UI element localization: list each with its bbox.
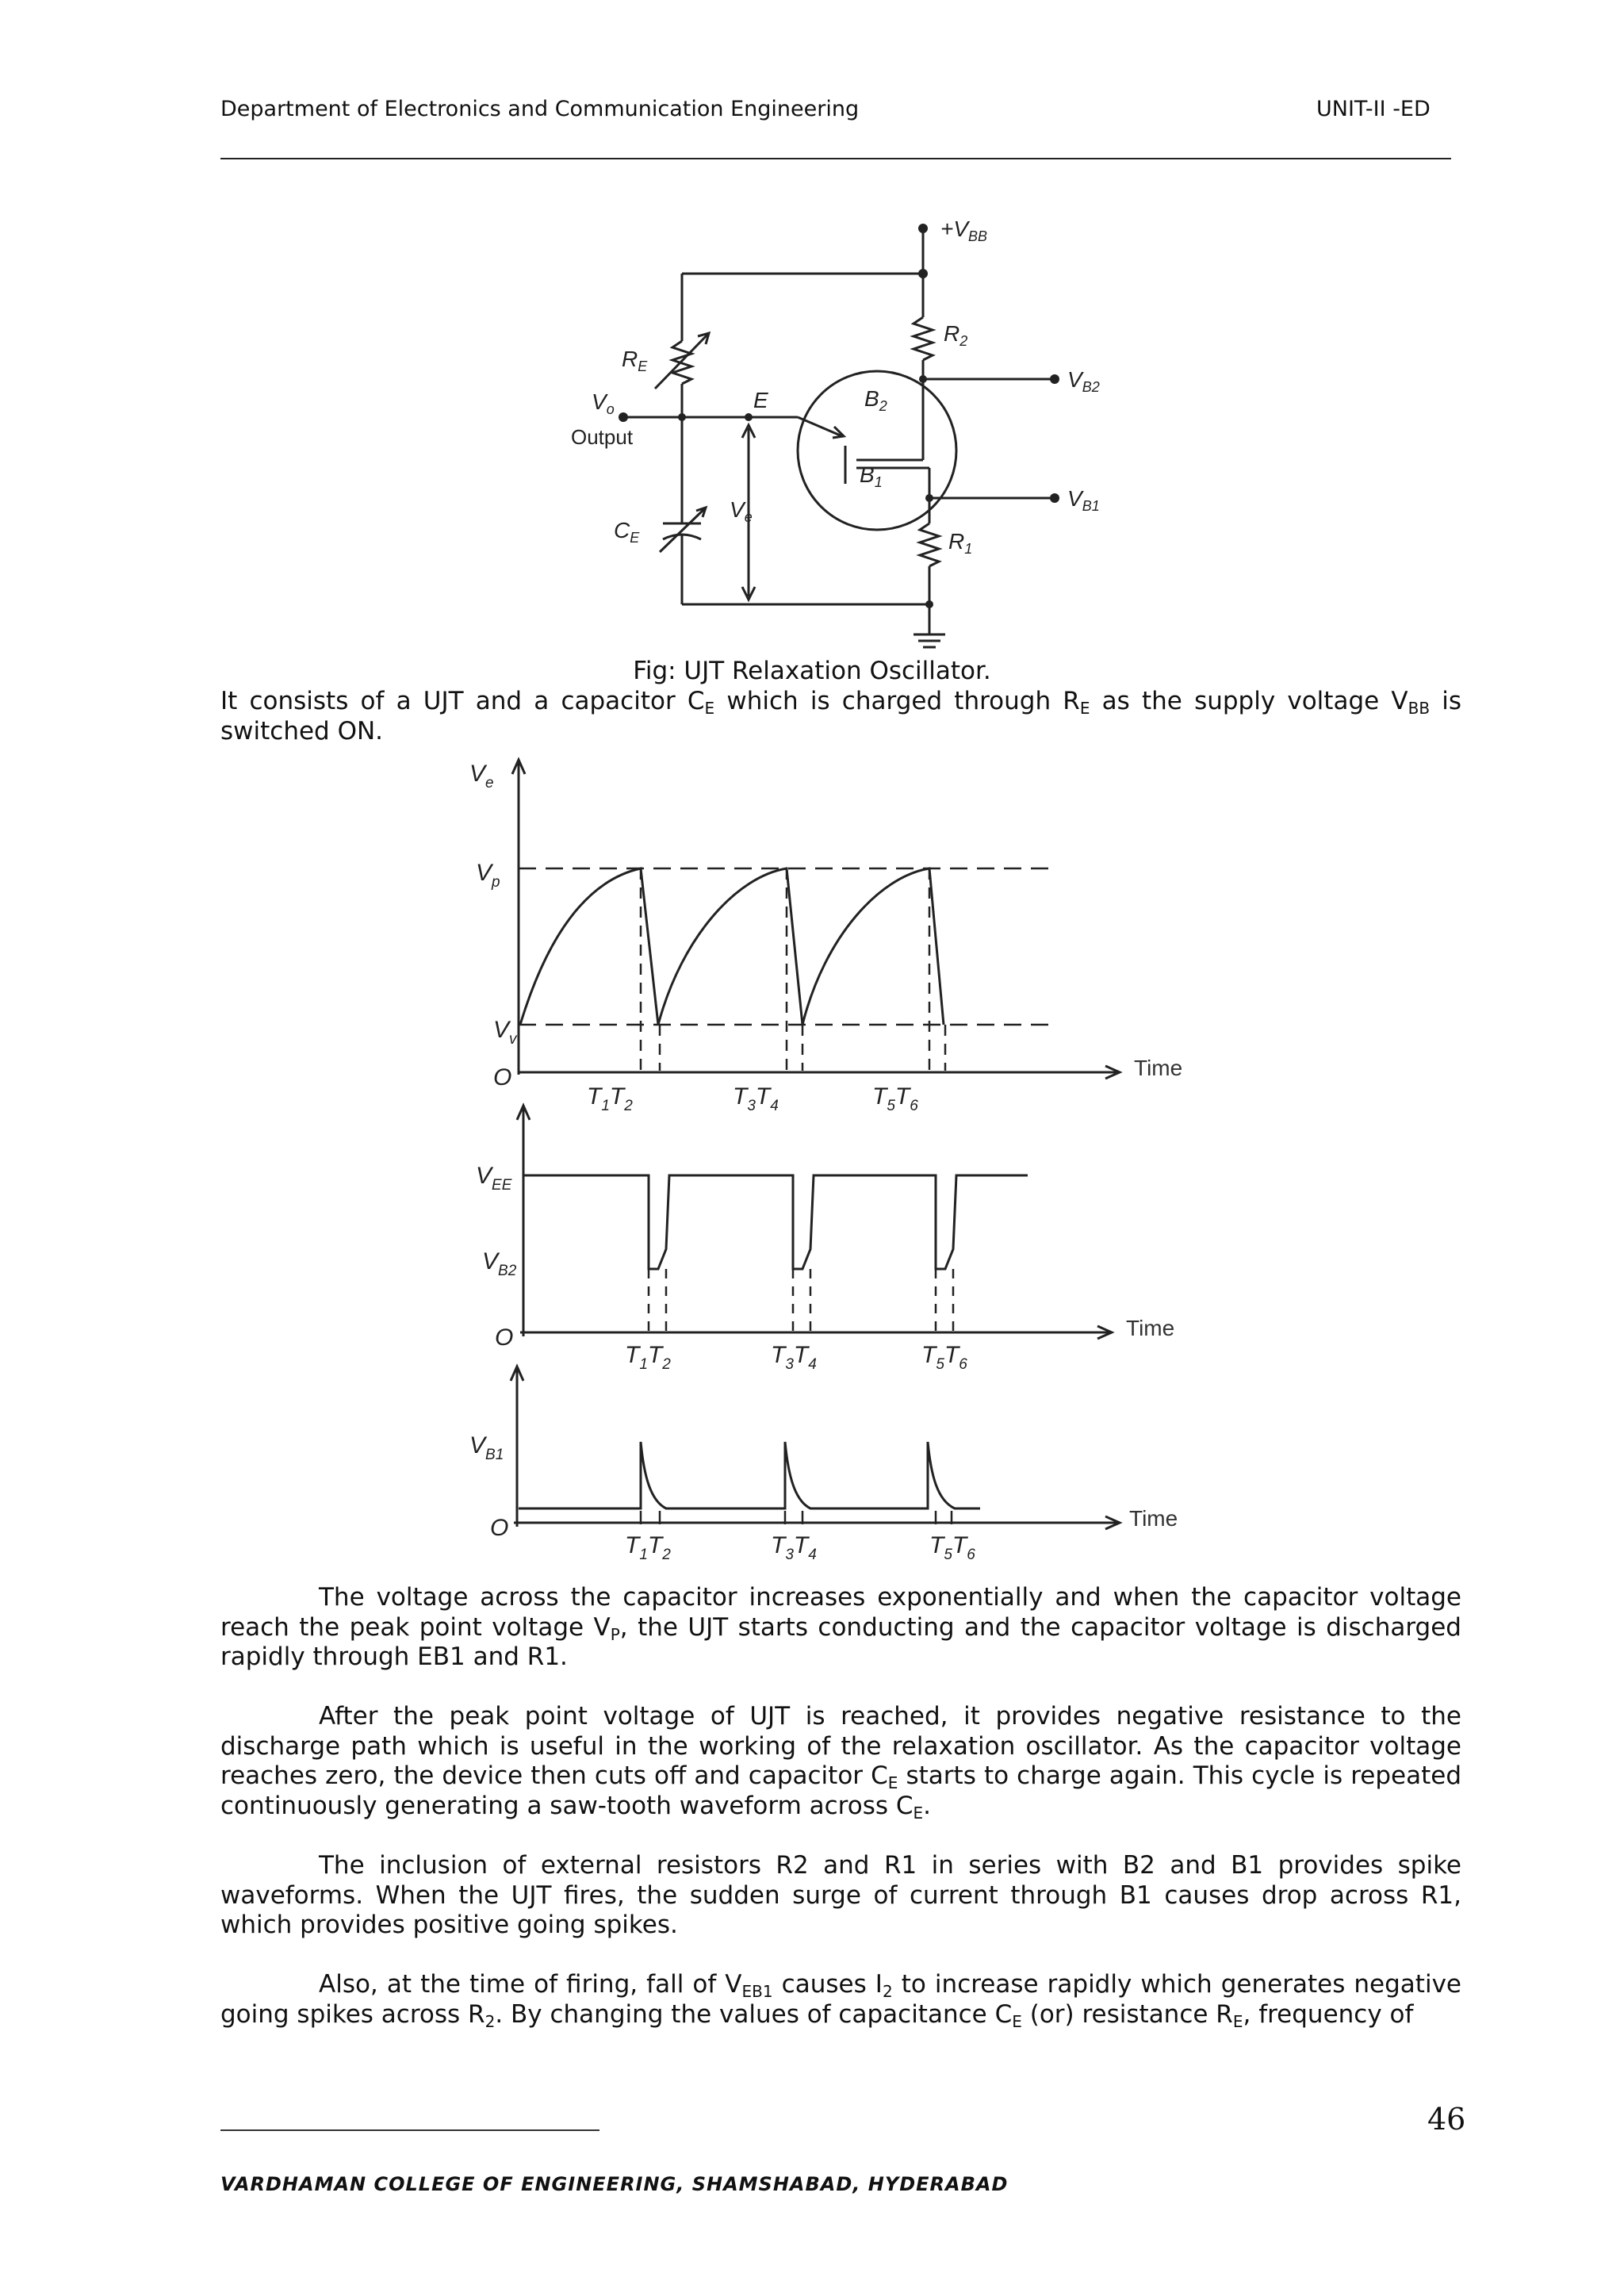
b2-label: $B_2$ [864,386,887,414]
origin-label-3: O [490,1515,509,1541]
vb2-wave-label: $V_{B2}$ [482,1248,517,1279]
vb2-label: $V_{B2}$ [1067,367,1100,395]
t5-t6-label-2: $T_5T_6$ [921,1342,967,1373]
vb1-wave-label: $V_{B1}$ [469,1432,504,1463]
paragraph-1: The voltage across the capacitor increases exponentially and when the capacitor voltage reach the peak point voltage $V_P$, the UJT starts conducting and the capacitor voltage is discharged rapidly through EB1 and R1. [220,1583,1461,1671]
vp-label: $V_p$ [476,860,500,891]
vee-label: $V_{EE}$ [476,1163,512,1194]
ve-axis-label: $V_e$ [469,761,494,792]
time-label-1: Time [1134,1056,1183,1080]
header-department: Department of Electronics and Communication Engineering [220,97,860,121]
footer-divider [220,2129,599,2131]
output-label: Output [571,425,634,449]
ujt-circuit-diagram [555,206,1158,658]
origin-label-2: O [495,1324,514,1351]
t5-t6-label-3: $T_5T_6$ [929,1532,975,1562]
time-label-3: Time [1129,1506,1178,1531]
re-label: $R_E$ [622,347,648,374]
t1-t2-label-3: $T_1T_2$ [625,1532,671,1562]
header-divider [220,158,1451,159]
t1-t2-label-1: $T_1T_2$ [587,1083,633,1114]
t3-t4-label-1: $T_3T_4$ [733,1083,779,1114]
page-number: 46 [1427,2102,1466,2137]
paragraph-4: Also, at the time of firing, fall of $V_{EB1}$ causes $I_2$ to increase rapidly which generates negative going spikes across $R_2$. By changing the values of capacitance $C_E$ (or) resistance $R_E$, frequency of [220,1970,1461,2031]
paragraph-3: The inclusion of external resistors R2 and R1 in series with B2 and B1 provides spike waveforms. When the UJT fires, the sudden surge of current through B1 causes drop across R1, which provides positive going spikes. [220,1851,1461,1939]
waveform-diagram [444,749,1205,1562]
ve-label: $V_e$ [730,497,753,525]
t1-t2-label-2: $T_1T_2$ [625,1342,671,1373]
vv-label: $V_v$ [493,1017,517,1048]
vbb-label: $+V_{BB}$ [940,217,988,244]
t3-t4-label-3: $T_3T_4$ [771,1532,817,1562]
college-footer: VARDHAMAN COLLEGE OF ENGINEERING, SHAMSHABAD, HYDERABAD [220,2173,1009,2195]
origin-label-1: O [493,1064,512,1091]
paragraph-2: After the peak point voltage of UJT is reached, it provides negative resistance to the discharge path which is useful in the working of the relaxation oscillator. As the capacitor voltage reaches zero, the device then cuts off and capacitor $C_E$ starts to charge again. This cycle is repeated continuously generating a saw-tooth waveform across $C_E$. [220,1702,1461,1823]
header-unit: UNIT-II -ED [1316,97,1431,121]
intro-paragraph: It consists of a UJT and a capacitor $C_E$ which is charged through $R_E$ as the supply voltage $V_{BB}$ is switched ON. [220,687,1461,746]
time-label-2: Time [1126,1316,1175,1340]
vb1-label: $V_{B1}$ [1067,486,1100,514]
figure-caption: Fig: UJT Relaxation Oscillator. [633,657,991,685]
vo-label: $V_o$ [592,389,615,417]
emitter-label: E [753,388,768,412]
r2-label: $R_2$ [944,321,968,349]
ce-label: $C_E$ [614,518,640,546]
t3-t4-label-2: $T_3T_4$ [771,1342,817,1373]
r1-label: $R_1$ [948,529,973,557]
t5-t6-label-1: $T_5T_6$ [872,1083,918,1114]
b1-label: $B_1$ [860,462,883,490]
